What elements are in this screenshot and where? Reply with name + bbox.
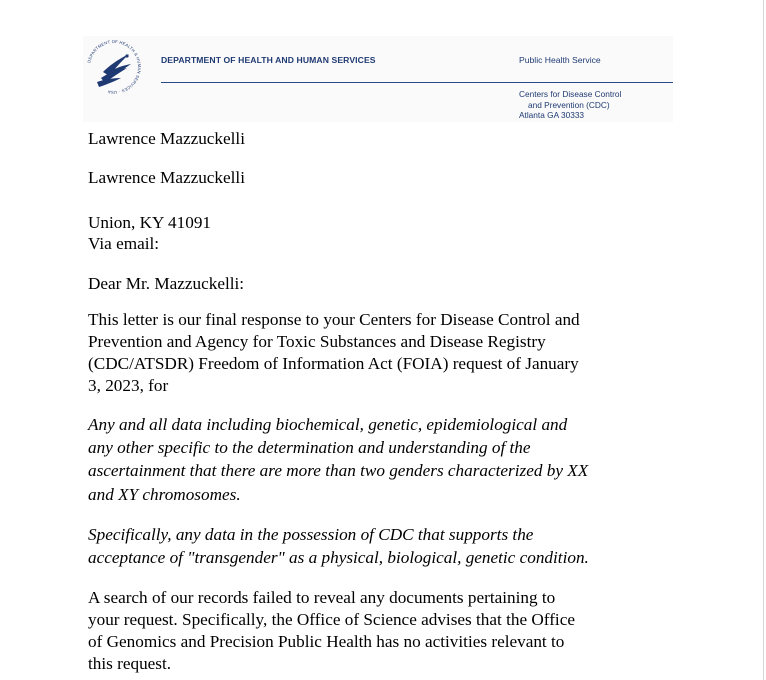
- page-edge: [763, 0, 764, 680]
- result-line: your request. Specifically, the Office of Science advises that the Office: [88, 610, 575, 629]
- result-line: of Genomics and Precision Public Health has no activities relevant to: [88, 632, 565, 651]
- letterhead: [83, 36, 673, 122]
- salutation: Dear Mr. Mazzuckelli:: [88, 274, 245, 293]
- agency-address: [519, 89, 621, 121]
- service-name: Public Health Service: [519, 55, 601, 65]
- intro-line: (CDC/ATSDR) Freedom of Information Act (FOIA) request of January: [88, 354, 579, 373]
- intro-line: 3, 2023, for: [88, 376, 169, 395]
- request-quote-line: and XY chromosomes.: [88, 485, 241, 504]
- recipient-name: Lawrence Mazzuckelli: [88, 129, 245, 148]
- agency-line: Atlanta GA 30333: [519, 110, 585, 121]
- letterhead-divider: [161, 82, 673, 83]
- recipient-name: Lawrence Mazzuckelli: [88, 168, 245, 187]
- recipient-address: Union, KY 41091: [88, 213, 212, 232]
- hhs-eagle-seal-icon: [83, 36, 145, 98]
- delivery-method: Via email:: [88, 234, 160, 253]
- request-quote-line: acceptance of "transgender" as a physical, biological, genetic condition.: [88, 548, 589, 567]
- department-name: DEPARTMENT OF HEALTH AND HUMAN SERVICES: [161, 55, 376, 65]
- intro-line: This letter is our final response to your Centers for Disease Control and: [88, 310, 580, 329]
- agency-line: and Prevention (CDC): [528, 99, 610, 110]
- request-quote-line: ascertainment that there are more than two genders characterized by XX: [88, 461, 589, 480]
- agency-line: Centers for Disease Control: [519, 89, 622, 99]
- request-quote-line: any other specific to the determination and understanding of the: [88, 438, 531, 457]
- request-quote-line: Specifically, any data in the possession of CDC that supports the: [88, 525, 534, 544]
- result-line: A search of our records failed to reveal any documents pertaining to: [88, 588, 556, 607]
- svg-text:DEPARTMENT OF HEALTH & HUMAN S: DEPARTMENT OF HEALTH & HUMAN SERVICES · USA: [86, 38, 143, 96]
- intro-line: Prevention and Agency for Toxic Substances and Disease Registry: [88, 332, 546, 351]
- result-line: this request.: [88, 654, 172, 673]
- request-quote-line: Any and all data including biochemical, genetic, epidemiological and: [88, 415, 568, 434]
